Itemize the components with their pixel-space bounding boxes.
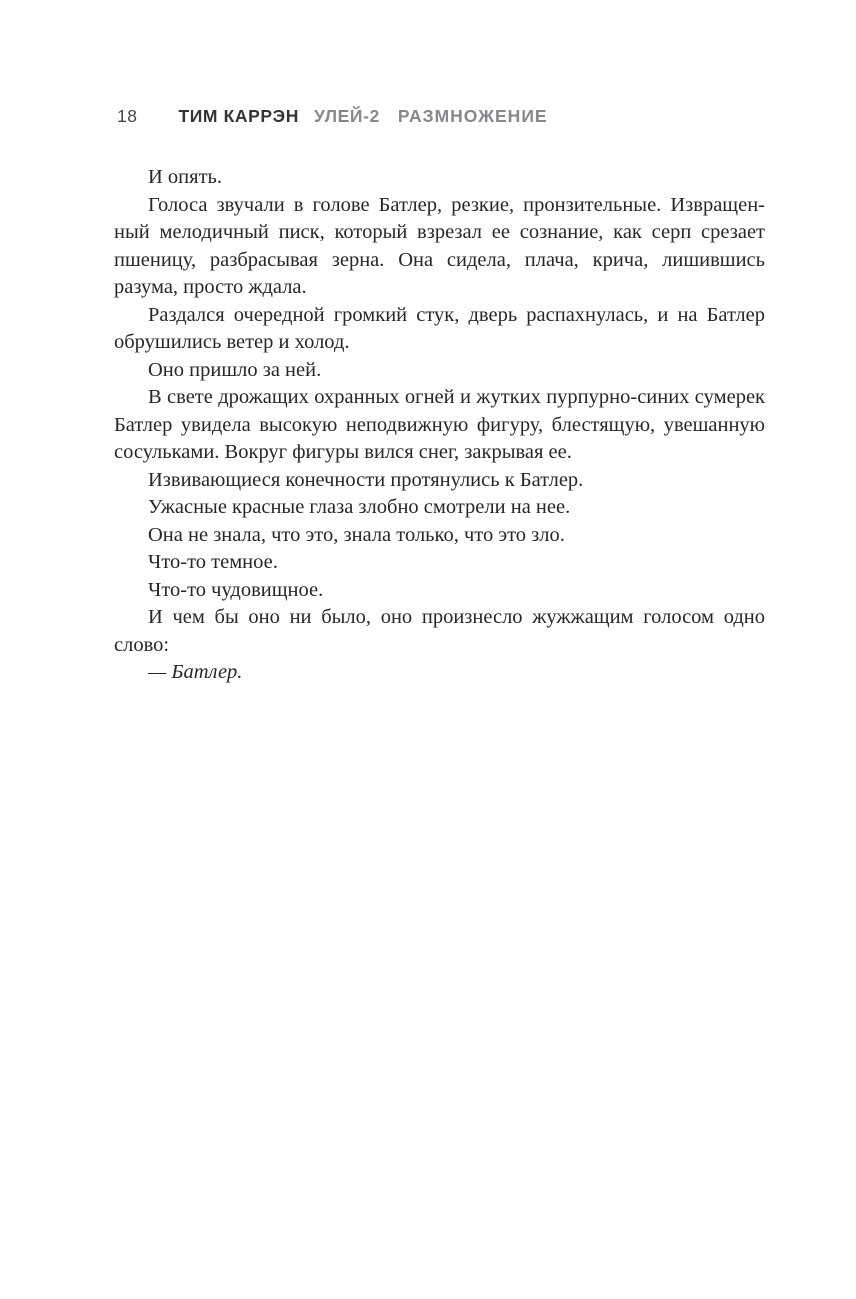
text-line: сосульками. Вокруг фигуры вился снег, закрывая ее.	[114, 441, 572, 463]
text-line: Что-то темное.	[148, 551, 278, 573]
text-line: ный мелодичный писк, который взрезал ее сознание, как серп срезает	[114, 221, 765, 243]
text-line: Извивающиеся конечности протянулись к Батлер.	[148, 468, 584, 491]
text-line: Раздался очередной громкий стук, дверь распахнулась, и на Батлер	[148, 303, 765, 326]
text-line: слово:	[114, 633, 170, 656]
text-line: Оно пришло за ней.	[148, 358, 322, 381]
text-line: В свете дрожащих охранных огней и жутких пурпурно-синих сумерек	[148, 386, 765, 408]
author-name: ТИМ КАРРЭН	[178, 106, 299, 126]
text-line: Батлер увидела высокую неподвижную фигуру, блестящую, увешанную	[114, 413, 765, 436]
text-line: Голоса звучали в голове Батлер, резкие, пронзительные. Извращен-	[148, 193, 765, 216]
text-line: Она не знала, что это, знала только, что это зло.	[148, 523, 565, 546]
text-line: И чем бы оно ни было, оно произнесло жужжащим голосом одно	[148, 606, 765, 628]
running-header	[117, 106, 548, 126]
text-line: Ужасные красные глаза злобно смотрели на нее.	[148, 496, 571, 518]
dialogue-line: — Батлер.	[148, 661, 243, 683]
text-line: Что-то чудовищное.	[148, 578, 324, 601]
book-title: РАЗМНОЖЕНИЕ	[397, 106, 548, 126]
text-line: И опять.	[148, 166, 223, 188]
page-number: 18	[117, 106, 138, 126]
series-title: УЛЕЙ-2	[313, 106, 380, 126]
text-line: разума, просто ждала.	[114, 276, 307, 298]
text-line: пшеницу, разбрасывая зерна. Она сидела, плача, крича, лишившись	[114, 248, 765, 271]
text-line: обрушились ветер и холод.	[114, 331, 350, 353]
page-text	[114, 164, 765, 687]
